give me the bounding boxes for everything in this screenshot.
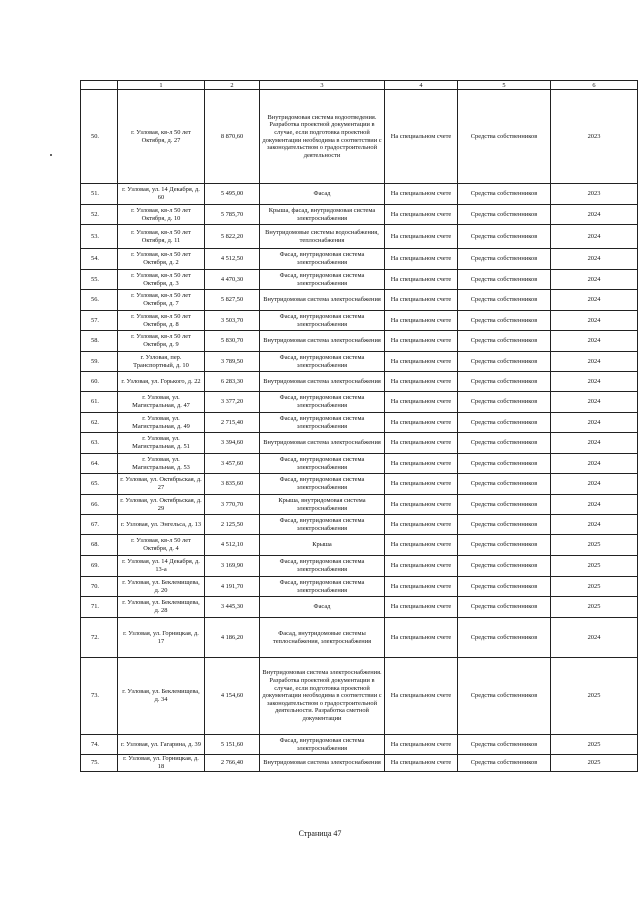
row-number: 74. <box>81 735 118 755</box>
year-cell: 2024 <box>551 618 638 658</box>
works-cell: Фасад, внутридомовая система электроснабжения <box>260 515 385 535</box>
account-cell: На специальном счете <box>385 535 458 556</box>
funds-cell: Средства собственников <box>458 618 551 658</box>
funds-cell: Средства собственников <box>458 556 551 577</box>
cost-cell: 8 870,60 <box>205 90 260 184</box>
year-cell: 2024 <box>551 372 638 392</box>
year-cell: 2024 <box>551 331 638 352</box>
address-cell: г. Узловая, ул. Гагарина, д. 39 <box>118 735 205 755</box>
funds-cell: Средства собственников <box>458 495 551 515</box>
row-number: 57. <box>81 311 118 331</box>
account-cell: На специальном счете <box>385 270 458 290</box>
cost-cell: 5 151,60 <box>205 735 260 755</box>
row-number: 68. <box>81 535 118 556</box>
year-cell: 2023 <box>551 184 638 205</box>
account-cell: На специальном счете <box>385 515 458 535</box>
year-cell: 2024 <box>551 290 638 311</box>
row-number: 54. <box>81 249 118 270</box>
year-cell: 2023 <box>551 90 638 184</box>
row-number: 70. <box>81 577 118 597</box>
address-cell: г. Узловая, кв-л 50 лет Октября, д. 9 <box>118 331 205 352</box>
table-row <box>81 270 638 290</box>
table-row <box>81 577 638 597</box>
row-number: 65. <box>81 474 118 495</box>
capital-repair-table <box>80 80 638 772</box>
works-cell: Внутридомовая система электроснабжения. Разработка проектной документации в случае, если подготовка проектной документации необходима в соответствии с законодательством о градостроительной деятельности. Разработка сметной документации <box>260 658 385 735</box>
funds-cell: Средства собственников <box>458 392 551 413</box>
funds-cell: Средства собственников <box>458 205 551 225</box>
row-number: 72. <box>81 618 118 658</box>
table-row <box>81 755 638 772</box>
funds-cell: Средства собственников <box>458 735 551 755</box>
works-cell: Внутридомовая система водоотведения. Разработка проектной документации в случае, если подготовка проектной документации необходима в соответствии с законодательством о градостроительной деятельности <box>260 90 385 184</box>
year-cell: 2025 <box>551 577 638 597</box>
address-cell: г. Узловая, ул. Беклемищева, д. 28 <box>118 597 205 618</box>
cost-cell: 3 503,70 <box>205 311 260 331</box>
account-cell: На специальном счете <box>385 556 458 577</box>
address-cell: г. Узловая, кв-л 50 лет Октября, д. 27 <box>118 90 205 184</box>
table-row <box>81 249 638 270</box>
row-number: 69. <box>81 556 118 577</box>
account-cell: На специальном счете <box>385 205 458 225</box>
year-cell: 2024 <box>551 249 638 270</box>
table-row <box>81 392 638 413</box>
works-cell: Фасад, внутридомовая система электроснабжения <box>260 392 385 413</box>
works-cell: Внутридомовые системы водоснабжения, теплоснабжения <box>260 225 385 249</box>
row-number: 52. <box>81 205 118 225</box>
funds-cell: Средства собственников <box>458 577 551 597</box>
funds-cell: Средства собственников <box>458 658 551 735</box>
row-number: 61. <box>81 392 118 413</box>
row-number: 63. <box>81 433 118 454</box>
works-cell: Фасад, внутридомовая система электроснабжения <box>260 735 385 755</box>
account-cell: На специальном счете <box>385 618 458 658</box>
row-number: 71. <box>81 597 118 618</box>
works-cell: Фасад, внутридомовая система электроснабжения <box>260 311 385 331</box>
address-cell: г. Узловая, ул. Октябрьская, д. 27 <box>118 474 205 495</box>
funds-cell: Средства собственников <box>458 311 551 331</box>
row-number: 55. <box>81 270 118 290</box>
address-cell: г. Узловая, пер. Транспортный, д. 10 <box>118 352 205 372</box>
account-cell: На специальном счете <box>385 658 458 735</box>
column-number-row <box>81 81 638 90</box>
header-cell-5: 5 <box>458 81 551 90</box>
row-number: 50. <box>81 90 118 184</box>
cost-cell: 5 495,00 <box>205 184 260 205</box>
year-cell: 2025 <box>551 597 638 618</box>
account-cell: На специальном счете <box>385 454 458 474</box>
table-row <box>81 90 638 184</box>
table-row <box>81 413 638 433</box>
cost-cell: 4 470,30 <box>205 270 260 290</box>
year-cell: 2024 <box>551 205 638 225</box>
cost-cell: 3 377,20 <box>205 392 260 413</box>
address-cell: г. Узловая, ул. Беклемищева, д. 20 <box>118 577 205 597</box>
works-cell: Фасад, внутридомовые системы теплоснабжения, электроснабжения <box>260 618 385 658</box>
row-number: 58. <box>81 331 118 352</box>
works-cell: Крыша, внутридомовая система электроснабжения <box>260 495 385 515</box>
year-cell: 2024 <box>551 515 638 535</box>
table-row <box>81 735 638 755</box>
row-number: 64. <box>81 454 118 474</box>
table-row <box>81 515 638 535</box>
table-row <box>81 311 638 331</box>
works-cell: Внутридомовая система электроснабжения <box>260 372 385 392</box>
table-row <box>81 225 638 249</box>
cost-cell: 3 770,70 <box>205 495 260 515</box>
account-cell: На специальном счете <box>385 311 458 331</box>
year-cell: 2024 <box>551 352 638 372</box>
cost-cell: 5 822,20 <box>205 225 260 249</box>
page-number: Страница 47 <box>298 829 342 838</box>
cost-cell: 3 457,60 <box>205 454 260 474</box>
works-cell: Фасад, внутридомовая система электроснабжения <box>260 352 385 372</box>
cost-cell: 2 715,40 <box>205 413 260 433</box>
year-cell: 2025 <box>551 735 638 755</box>
row-number: 51. <box>81 184 118 205</box>
cost-cell: 4 154,60 <box>205 658 260 735</box>
year-cell: 2025 <box>551 556 638 577</box>
account-cell: На специальном счете <box>385 90 458 184</box>
works-cell: Крыша <box>260 535 385 556</box>
year-cell: 2025 <box>551 755 638 772</box>
header-cell-2: 2 <box>205 81 260 90</box>
address-cell: г. Узловая, ул. Магистральная, д. 53 <box>118 454 205 474</box>
account-cell: На специальном счете <box>385 372 458 392</box>
works-cell: Внутридомовая система электроснабжения <box>260 755 385 772</box>
table-row <box>81 535 638 556</box>
address-cell: г. Узловая, кв-л 50 лет Октября, д. 2 <box>118 249 205 270</box>
table-row <box>81 597 638 618</box>
funds-cell: Средства собственников <box>458 755 551 772</box>
address-cell: г. Узловая, ул. 14 Декабря, д. 60 <box>118 184 205 205</box>
row-number: 62. <box>81 413 118 433</box>
account-cell: На специальном счете <box>385 352 458 372</box>
address-cell: г. Узловая, ул. Магистральная, д. 51 <box>118 433 205 454</box>
works-cell: Внутридомовая система электроснабжения <box>260 433 385 454</box>
address-cell: г. Узловая, ул. Горницкая, д. 18 <box>118 755 205 772</box>
account-cell: На специальном счете <box>385 433 458 454</box>
year-cell: 2025 <box>551 658 638 735</box>
account-cell: На специальном счете <box>385 597 458 618</box>
funds-cell: Средства собственников <box>458 515 551 535</box>
row-number: 75. <box>81 755 118 772</box>
row-number: 73. <box>81 658 118 735</box>
account-cell: На специальном счете <box>385 225 458 249</box>
account-cell: На специальном счете <box>385 474 458 495</box>
funds-cell: Средства собственников <box>458 474 551 495</box>
table-row <box>81 618 638 658</box>
table-row <box>81 184 638 205</box>
row-number: 53. <box>81 225 118 249</box>
funds-cell: Средства собственников <box>458 597 551 618</box>
header-spacer-cell <box>81 81 118 90</box>
account-cell: На специальном счете <box>385 495 458 515</box>
row-number: 56. <box>81 290 118 311</box>
address-cell: г. Узловая, ул. Магистральная, д. 47 <box>118 392 205 413</box>
works-cell: Фасад, внутридомовая система электроснабжения <box>260 474 385 495</box>
account-cell: На специальном счете <box>385 290 458 311</box>
account-cell: На специальном счете <box>385 392 458 413</box>
cost-cell: 2 766,40 <box>205 755 260 772</box>
account-cell: На специальном счете <box>385 331 458 352</box>
year-cell: 2025 <box>551 535 638 556</box>
funds-cell: Средства собственников <box>458 270 551 290</box>
cost-cell: 4 186,20 <box>205 618 260 658</box>
table-row <box>81 474 638 495</box>
table-row <box>81 331 638 352</box>
table-row <box>81 658 638 735</box>
year-cell: 2024 <box>551 392 638 413</box>
year-cell: 2024 <box>551 270 638 290</box>
works-cell: Фасад, внутридомовая система электроснабжения <box>260 577 385 597</box>
row-number: 60. <box>81 372 118 392</box>
works-cell: Фасад, внутридомовая система электроснабжения <box>260 413 385 433</box>
cost-cell: 5 830,70 <box>205 331 260 352</box>
cost-cell: 3 169,90 <box>205 556 260 577</box>
address-cell: г. Узловая, ул. Магистральная, д. 49 <box>118 413 205 433</box>
works-cell: Фасад <box>260 184 385 205</box>
header-cell-1: 1 <box>118 81 205 90</box>
account-cell: На специальном счете <box>385 755 458 772</box>
address-cell: г. Узловая, кв-л 50 лет Октября, д. 7 <box>118 290 205 311</box>
funds-cell: Средства собственников <box>458 90 551 184</box>
cost-cell: 3 789,50 <box>205 352 260 372</box>
account-cell: На специальном счете <box>385 577 458 597</box>
address-cell: г. Узловая, кв-л 50 лет Октября, д. 10 <box>118 205 205 225</box>
funds-cell: Средства собственников <box>458 290 551 311</box>
table-row <box>81 454 638 474</box>
works-cell: Фасад, внутридомовая система электроснабжения <box>260 270 385 290</box>
address-cell: г. Узловая, кв-л 50 лет Октября, д. 3 <box>118 270 205 290</box>
year-cell: 2024 <box>551 413 638 433</box>
year-cell: 2024 <box>551 454 638 474</box>
cost-cell: 6 283,30 <box>205 372 260 392</box>
year-cell: 2024 <box>551 311 638 331</box>
address-cell: г. Узловая, ул. Горницкая, д. 17 <box>118 618 205 658</box>
cost-cell: 4 512,50 <box>205 249 260 270</box>
address-cell: г. Узловая, кв-л 50 лет Октября, д. 11 <box>118 225 205 249</box>
table-row <box>81 495 638 515</box>
year-cell: 2024 <box>551 495 638 515</box>
header-cell-4: 4 <box>385 81 458 90</box>
address-cell: г. Узловая, кв-л 50 лет Октября, д. 8 <box>118 311 205 331</box>
funds-cell: Средства собственников <box>458 184 551 205</box>
table-row <box>81 352 638 372</box>
header-cell-3: 3 <box>260 81 385 90</box>
year-cell: 2024 <box>551 474 638 495</box>
account-cell: На специальном счете <box>385 735 458 755</box>
year-cell: 2024 <box>551 433 638 454</box>
address-cell: г. Узловая, кв-л 50 лет Октября, д. 4 <box>118 535 205 556</box>
account-cell: На специальном счете <box>385 184 458 205</box>
account-cell: На специальном счете <box>385 413 458 433</box>
address-cell: г. Узловая, ул. Октябрьская, д. 29 <box>118 495 205 515</box>
address-cell: г. Узловая, ул. Энгельса, д. 13 <box>118 515 205 535</box>
works-cell: Внутридомовая система электроснабжения <box>260 331 385 352</box>
table-row <box>81 433 638 454</box>
works-cell: Внутридомовая система электроснабжения <box>260 290 385 311</box>
funds-cell: Средства собственников <box>458 352 551 372</box>
table-row <box>81 290 638 311</box>
cost-cell: 3 835,60 <box>205 474 260 495</box>
funds-cell: Средства собственников <box>458 225 551 249</box>
address-cell: г. Узловая, ул. Беклемищева, д. 34 <box>118 658 205 735</box>
address-cell: г. Узловая, ул. Горького, д. 22 <box>118 372 205 392</box>
row-number: 66. <box>81 495 118 515</box>
row-number: 67. <box>81 515 118 535</box>
funds-cell: Средства собственников <box>458 433 551 454</box>
works-cell: Фасад <box>260 597 385 618</box>
address-cell: г. Узловая, ул. 14 Декабря, д. 13-а <box>118 556 205 577</box>
year-cell: 2024 <box>551 225 638 249</box>
account-cell: На специальном счете <box>385 249 458 270</box>
cost-cell: 3 445,30 <box>205 597 260 618</box>
table-row <box>81 205 638 225</box>
cost-cell: 2 125,50 <box>205 515 260 535</box>
funds-cell: Средства собственников <box>458 413 551 433</box>
row-number: 59. <box>81 352 118 372</box>
cost-cell: 4 512,10 <box>205 535 260 556</box>
scan-speck <box>50 154 52 156</box>
works-cell: Крыша, фасад, внутридомовая система электроснабжения <box>260 205 385 225</box>
works-cell: Фасад, внутридомовая система электроснабжения <box>260 556 385 577</box>
funds-cell: Средства собственников <box>458 331 551 352</box>
cost-cell: 4 191,70 <box>205 577 260 597</box>
funds-cell: Средства собственников <box>458 372 551 392</box>
table-row <box>81 556 638 577</box>
funds-cell: Средства собственников <box>458 454 551 474</box>
header-cell-6: 6 <box>551 81 638 90</box>
table-row <box>81 372 638 392</box>
funds-cell: Средства собственников <box>458 249 551 270</box>
cost-cell: 5 785,70 <box>205 205 260 225</box>
works-cell: Фасад, внутридомовая система электроснабжения <box>260 249 385 270</box>
cost-cell: 5 827,50 <box>205 290 260 311</box>
cost-cell: 3 394,60 <box>205 433 260 454</box>
works-cell: Фасад, внутридомовая система электроснабжения <box>260 454 385 474</box>
funds-cell: Средства собственников <box>458 535 551 556</box>
